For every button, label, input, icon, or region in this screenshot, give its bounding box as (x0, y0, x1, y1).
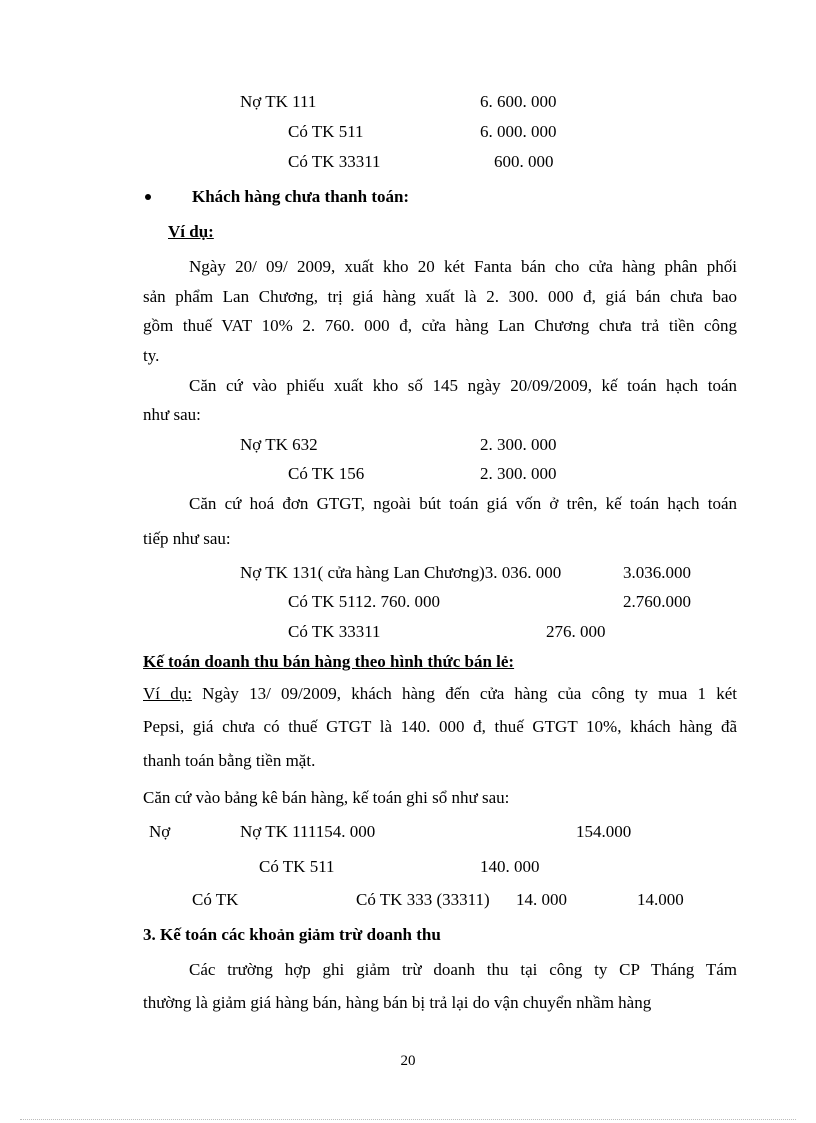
section3-line2: thường là giảm giá hàng bán, hàng bán bị trả lại do vận chuyển nhầm hàng (143, 993, 652, 1012)
unpaid-para1-line2: sản phẩm Lan Chương, trị giá hàng xuất là 2. 300. 000 đ, giá bán chưa bao (143, 287, 737, 306)
retail-example-line1 (143, 684, 737, 704)
retail-example-line3: thanh toán bằng tiền mặt. (143, 751, 316, 770)
unpaid-example-label: Ví dụ: (168, 222, 214, 241)
retail-heading: Kế toán doanh thu bán hàng theo hình thức bán lẻ: (143, 652, 515, 671)
unpaid-para1-last: ty. (143, 346, 160, 365)
bullet-icon (145, 194, 151, 200)
entry1-debit-label: Nợ TK 111 (240, 92, 317, 111)
unpaid-para1-line1: Ngày 20/ 09/ 2009, xuất kho 20 két Fanta bán cho cửa hàng phân phối (189, 257, 737, 276)
entry3-debit-total: 3.036.000 (623, 563, 691, 582)
entry3-credit2-amount: 276. 000 (546, 622, 606, 641)
entry4-credit2-amount: 14. 000 (516, 890, 567, 909)
entry2-credit-amount: 2. 300. 000 (480, 464, 557, 483)
retail-example-label: Ví dụ: (143, 684, 192, 703)
entry4-credit1-amount: 140. 000 (480, 857, 540, 876)
section3-heading: 3. Kế toán các khoản giảm trừ doanh thu (143, 925, 441, 944)
entry1-debit-amount: 6. 600. 000 (480, 92, 557, 111)
entry1-credit2-amount: 600. 000 (494, 152, 554, 171)
entry4-col-co: Có TK (192, 890, 239, 909)
unpaid-heading: Khách hàng chưa thanh toán: (192, 187, 410, 206)
footer-divider (20, 1119, 796, 1120)
entry3-credit1-text: Có TK 5112. 760. 000 (288, 592, 441, 611)
entry2-credit-label: Có TK 156 (288, 464, 365, 483)
para3-line1: Căn cứ hoá đơn GTGT, ngoài bút toán giá vốn ở trên, kế toán hạch toán (189, 494, 737, 513)
entry4-debit-text: Nợ TK 111154. 000 (240, 822, 376, 841)
section3-line1: Các trường hợp ghi giảm trừ doanh thu tại công ty CP Tháng Tám (189, 960, 737, 979)
entry4-credit2-total: 14.000 (637, 890, 684, 909)
entry2-debit-amount: 2. 300. 000 (480, 435, 557, 454)
unpaid-para2-last: như sau: (143, 405, 201, 424)
entry1-credit2-label: Có TK 33311 (288, 152, 381, 171)
entry4-credit1-label: Có TK 511 (259, 857, 335, 876)
para3-last: tiếp như sau: (143, 529, 231, 548)
entry3-credit2-label: Có TK 33311 (288, 622, 381, 641)
entry4-credit2-label: Có TK 333 (33311) (356, 890, 490, 909)
entry2-debit-label: Nợ TK 632 (240, 435, 318, 454)
unpaid-para1-line3: gồm thuế VAT 10% 2. 760. 000 đ, cửa hàng Lan Chương chưa trả tiền công (143, 316, 737, 335)
unpaid-para2-line1: Căn cứ vào phiếu xuất kho số 145 ngày 20/09/2009, kế toán hạch toán (189, 376, 737, 395)
entry1-credit1-amount: 6. 000. 000 (480, 122, 557, 141)
entry3-credit1-total: 2.760.000 (623, 592, 691, 611)
entry4-col-no: Nợ (149, 822, 171, 841)
retail-example-line1-text: Ngày 13/ 09/2009, khách hàng đến cửa hàng của công ty mua 1 két (202, 684, 737, 703)
retail-example-line2: Pepsi, giá chưa có thuế GTGT là 140. 000 đ, thuế GTGT 10%, khách hàng đã (143, 717, 737, 736)
entry3-debit-text: Nợ TK 131( cửa hàng Lan Chương)3. 036. 000 (240, 563, 562, 582)
entry1-credit1-label: Có TK 511 (288, 122, 364, 141)
page-number: 20 (400, 1053, 416, 1069)
retail-basis: Căn cứ vào bảng kê bán hàng, kế toán ghi sổ như sau: (143, 788, 510, 807)
entry4-debit-total: 154.000 (576, 822, 632, 841)
